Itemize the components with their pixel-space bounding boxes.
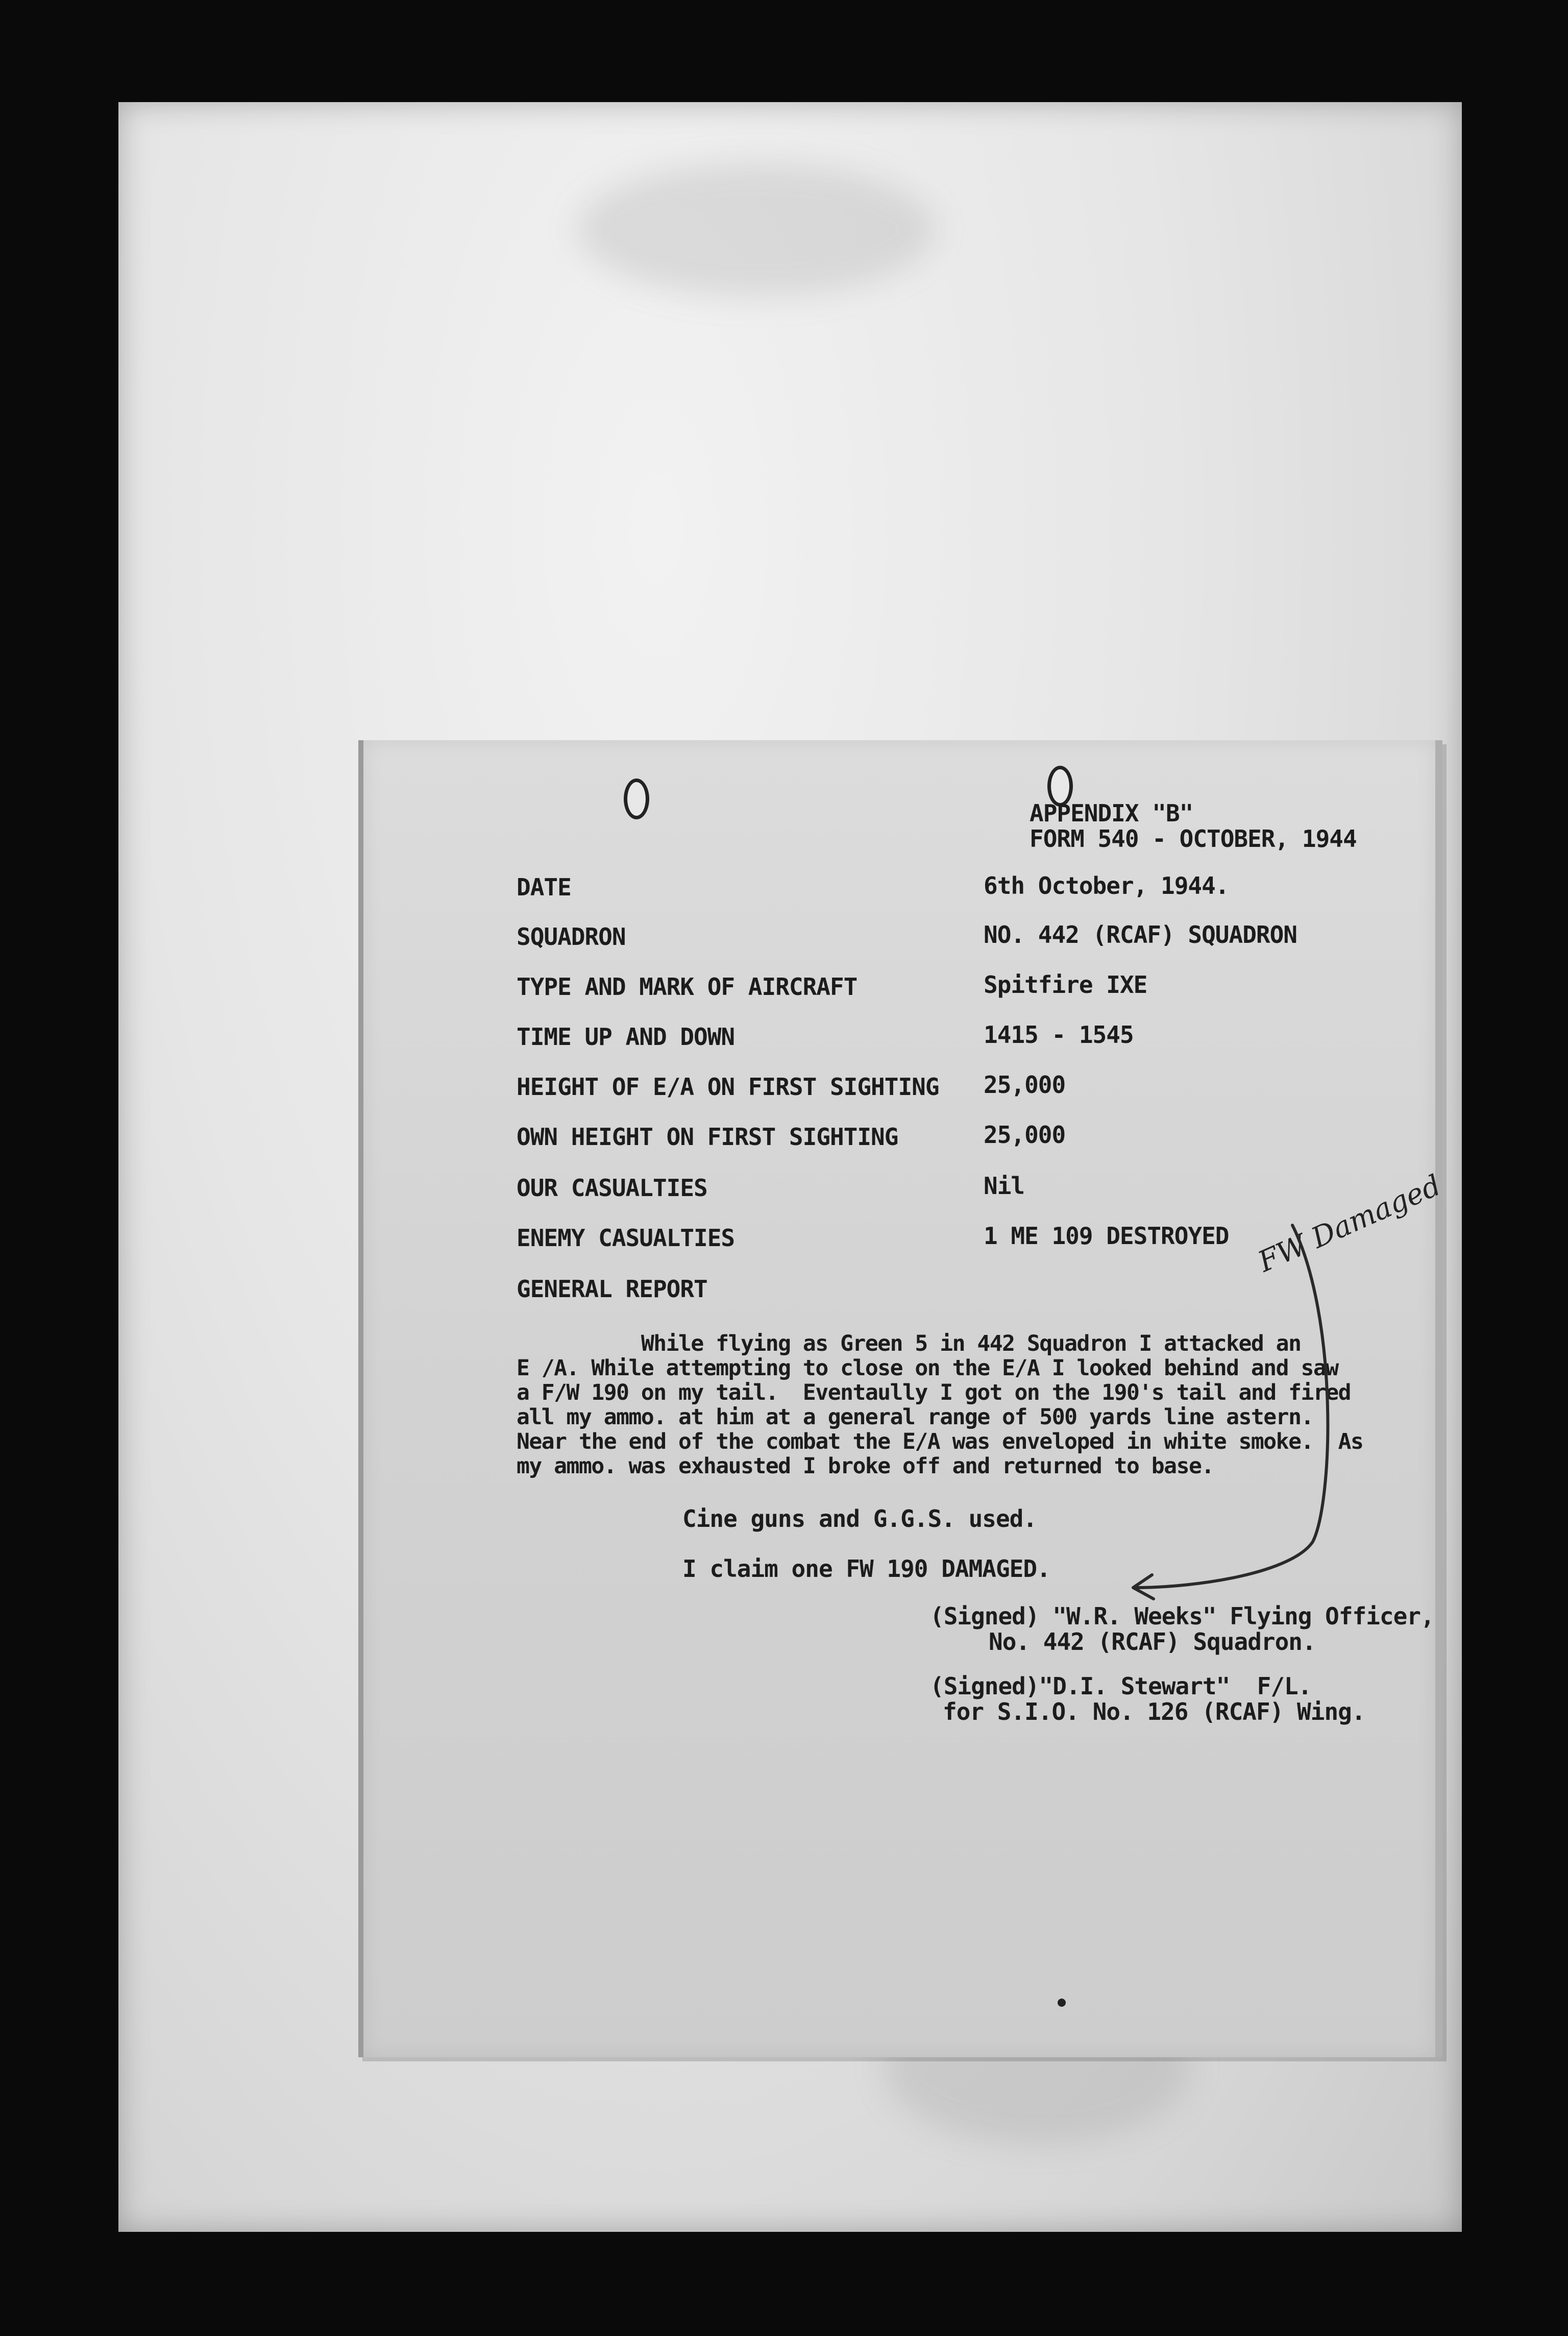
cine-note: Cine guns and G.G.S. used. bbox=[682, 1505, 1037, 1532]
report-line: my ammo. was exhausted I broke off and returned to base. bbox=[517, 1453, 1214, 1479]
report-line: Near the end of the combat the E/A was enveloped in white smoke. As bbox=[517, 1429, 1363, 1454]
mount-smudge bbox=[578, 163, 935, 296]
field-label: OWN HEIGHT ON FIRST SIGHTING bbox=[517, 1123, 898, 1151]
handwritten-annotation: FW Damaged bbox=[1253, 1169, 1446, 1279]
appendix-title: APPENDIX "B" bbox=[1030, 799, 1193, 827]
claim-line: I claim one FW 190 DAMAGED. bbox=[682, 1555, 1050, 1583]
field-label: SQUADRON bbox=[517, 923, 626, 951]
handwritten-arrow bbox=[1124, 1215, 1343, 1674]
field-label: ENEMY CASUALTIES bbox=[517, 1224, 735, 1252]
report-line: all my ammo. at him at a general range of 500 yards line astern. bbox=[517, 1404, 1313, 1430]
field-value: 6th October, 1944. bbox=[984, 872, 1229, 899]
form-title: FORM 540 - OCTOBER, 1944 bbox=[1030, 825, 1357, 853]
signature-weeks: (Signed) "W.R. Weeks" Flying Officer, bbox=[930, 1602, 1434, 1630]
archive-mount bbox=[118, 102, 1462, 2232]
report-line: a F/W 190 on my tail. Eventaully I got on the 190's tail and fired bbox=[517, 1380, 1351, 1405]
signature-stewart-unit: for S.I.O. No. 126 (RCAF) Wing. bbox=[943, 1698, 1365, 1725]
field-value: NO. 442 (RCAF) SQUADRON bbox=[984, 921, 1297, 948]
report-page bbox=[358, 740, 1446, 2057]
report-line: E /A. While attempting to close on the E/A I looked behind and saw bbox=[517, 1355, 1338, 1381]
field-value: Spitfire IXE bbox=[984, 971, 1147, 999]
field-value: 25,000 bbox=[984, 1121, 1066, 1149]
field-label: TYPE AND MARK OF AIRCRAFT bbox=[517, 973, 857, 1001]
report-line: While flying as Green 5 in 442 Squadron I attacked an bbox=[517, 1331, 1301, 1356]
punch-hole bbox=[624, 778, 649, 819]
field-label: DATE bbox=[517, 873, 571, 901]
field-label: HEIGHT OF E/A ON FIRST SIGHTING bbox=[517, 1073, 939, 1101]
field-value: 1415 - 1545 bbox=[984, 1021, 1134, 1049]
field-value: Nil bbox=[984, 1172, 1025, 1200]
signature-weeks-unit: No. 442 (RCAF) Squadron. bbox=[989, 1628, 1316, 1656]
field-value: 25,000 bbox=[984, 1071, 1066, 1099]
field-value: 1 ME 109 DESTROYED bbox=[984, 1222, 1229, 1250]
field-label: TIME UP AND DOWN bbox=[517, 1023, 735, 1051]
ink-dot bbox=[1058, 1999, 1066, 2007]
signature-stewart: (Signed)"D.I. Stewart" F/L. bbox=[930, 1672, 1312, 1700]
general-report-heading: GENERAL REPORT bbox=[517, 1275, 707, 1303]
field-label: OUR CASUALTIES bbox=[517, 1174, 707, 1202]
